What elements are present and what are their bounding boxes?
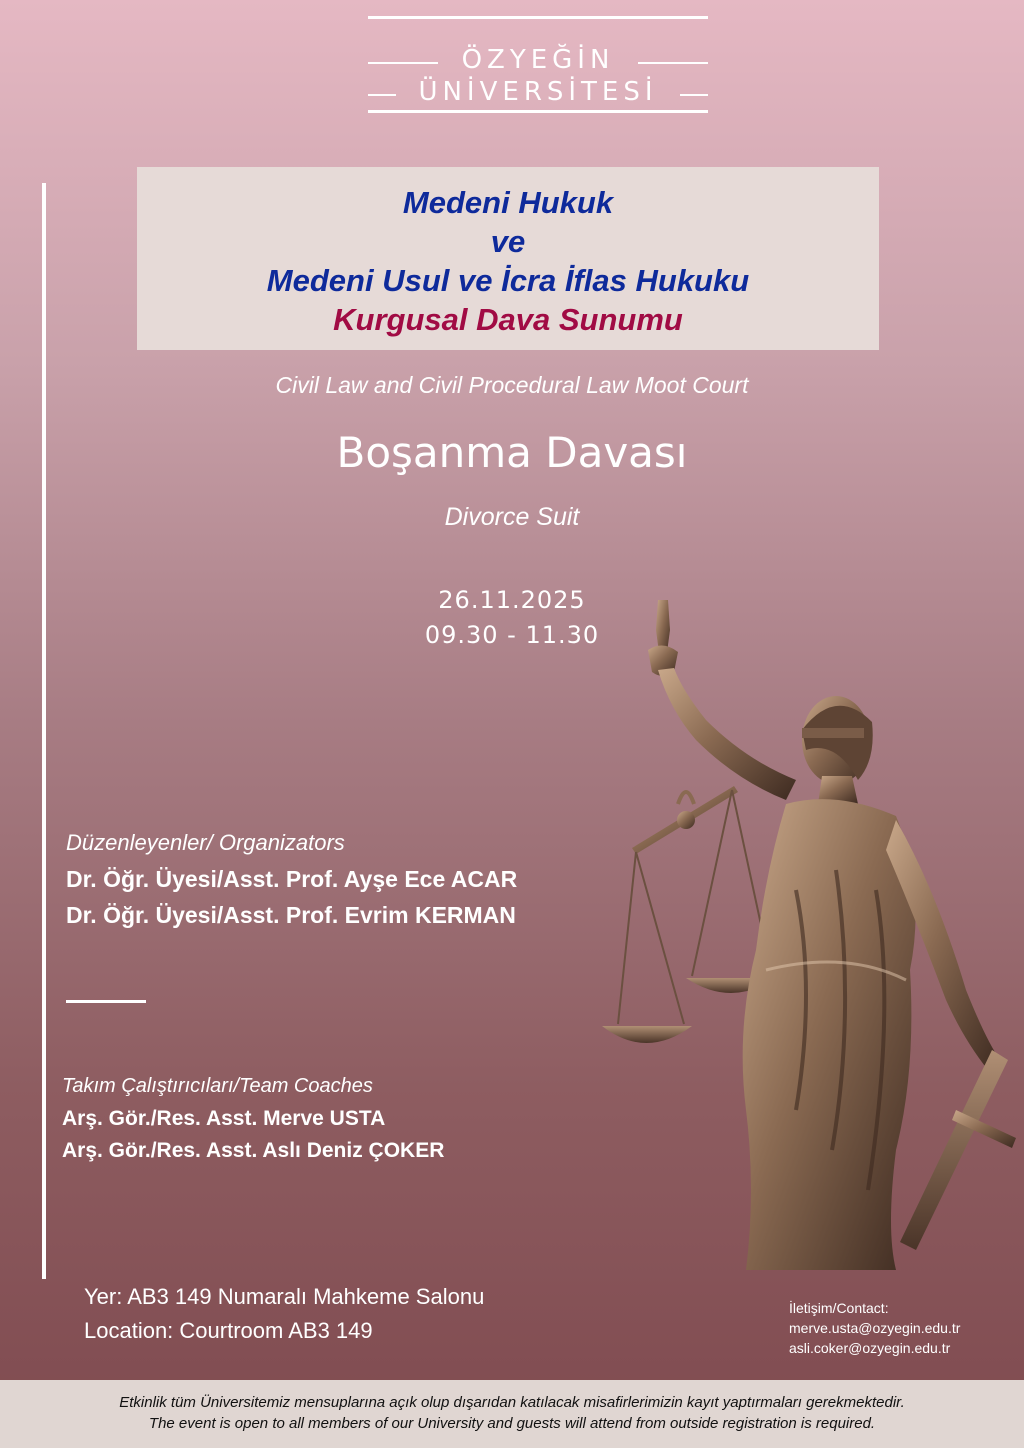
coach-name: Arş. Gör./Res. Asst. Aslı Deniz ÇOKER	[62, 1139, 445, 1162]
title-line-1: Medeni Hukuk	[402, 185, 614, 220]
footer-text-english: The event is open to all members of our University and guests will attend from outside registration is required.	[148, 1415, 876, 1432]
logo-bottom-rule	[368, 110, 708, 113]
decorative-vertical-line	[42, 183, 46, 1279]
event-time: 09.30 - 11.30	[424, 621, 600, 649]
section-divider	[66, 1000, 146, 1003]
organizator-name: Dr. Öğr. Üyesi/Asst. Prof. Ayşe Ece ACAR	[66, 866, 518, 892]
logo-word-1: ÖZYEĞİN	[461, 45, 615, 75]
organizators-label: Düzenleyenler/ Organizators	[66, 830, 345, 855]
title-box	[137, 167, 879, 350]
title-line-2: ve	[490, 224, 526, 259]
coaches-label: Takım Çalıştırıcıları/Team Coaches	[62, 1075, 373, 1097]
event-date: 26.11.2025	[438, 586, 586, 614]
contact-email-link[interactable]: asli.coker@ozyegin.edu.tr	[789, 1340, 951, 1356]
lady-justice-statue	[596, 590, 1024, 1270]
organizator-name: Dr. Öğr. Üyesi/Asst. Prof. Evrim KERMAN	[66, 902, 516, 928]
logo-top-rule	[368, 16, 708, 19]
location-english: Location: Courtroom AB3 149	[84, 1318, 373, 1343]
contact-email-link[interactable]: merve.usta@ozyegin.edu.tr	[789, 1320, 961, 1336]
title-line-3: Medeni Usul ve İcra İflas Hukuku	[266, 263, 750, 298]
location-turkish: Yer: AB3 149 Numaralı Mahkeme Salonu	[84, 1284, 485, 1309]
coach-name: Arş. Gör./Res. Asst. Merve USTA	[62, 1107, 386, 1130]
contact-label: İletişim/Contact:	[789, 1300, 889, 1316]
footer-notice	[0, 1380, 1024, 1448]
university-logo	[368, 14, 708, 116]
logo-word-2: ÜNİVERSİTESİ	[418, 77, 658, 107]
title-line-4: Kurgusal Dava Sunumu	[333, 302, 683, 337]
subtitle-english: Civil Law and Civil Procedural Law Moot Court	[275, 372, 749, 398]
case-title: Boşanma Davası	[336, 428, 688, 477]
case-title-english: Divorce Suit	[444, 503, 580, 531]
footer-text-turkish: Etkinlik tüm Üniversitemiz mensuplarına açık olup dışarıdan katılacak misafirlerimizin kayıt yaptırmaları gerekmektedir.	[119, 1394, 905, 1411]
